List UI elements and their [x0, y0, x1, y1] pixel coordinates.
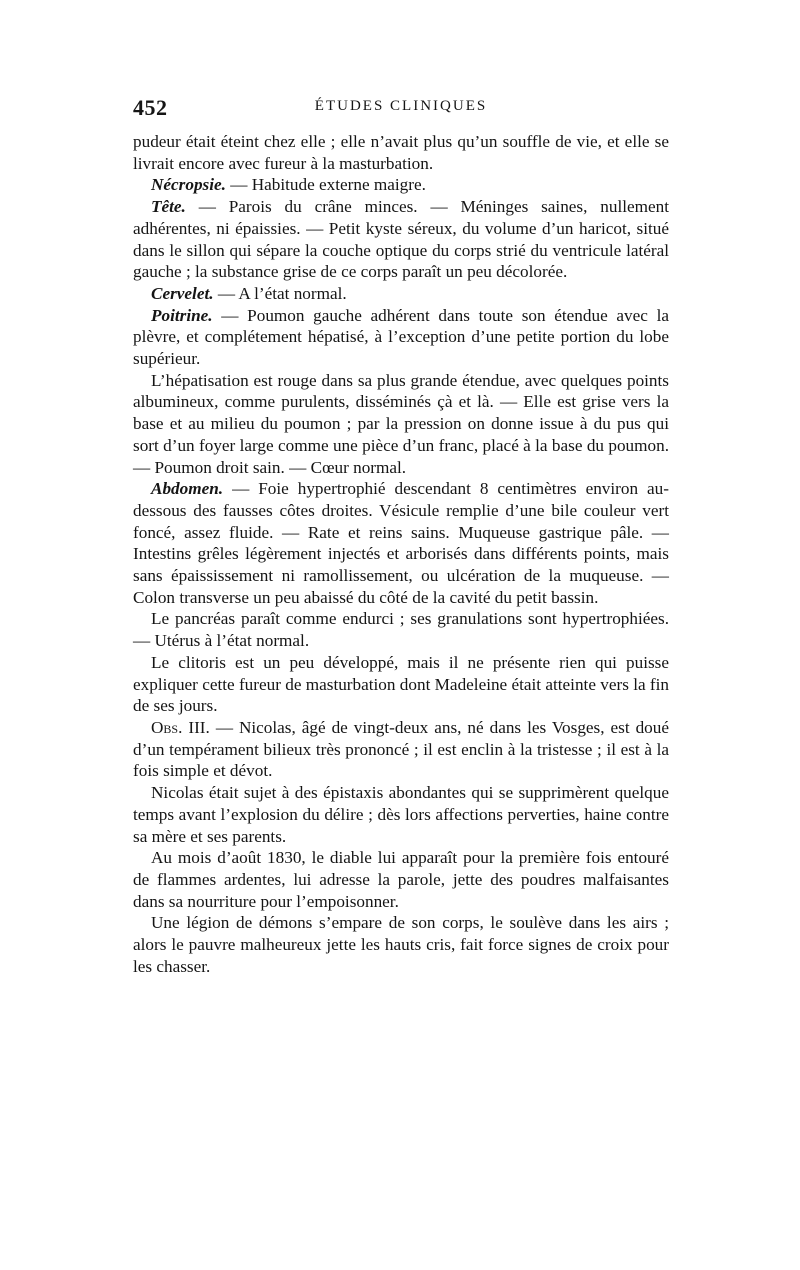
paragraph [133, 782, 669, 847]
paragraph-text: Au mois d’août 1830, le diable lui apparaît pour la première fois entouré de flammes ardentes, lui adresse la parole, jette des poudres malfaisantes dans sa nourriture pour l’empoisonner. [133, 848, 669, 911]
paragraph-text: Une légion de démons s’empare de son corps, le soulève dans les airs ; alors le pauvre malheureux jette les hauts cris, fait force signes de croix pour les chasser. [133, 913, 669, 976]
observation-label: Obs. III. [151, 717, 210, 737]
paragraph-text: — Foie hypertrophié descendant 8 centimètres environ au-dessous des fausses côtes droites. Vésicule remplie d’une bile couleur vert foncé, assez fluide. — Rate et reins sains. Muqueuse gastrique pâle. — Intestins grêles légèrement injectés et arborisés dans différents points, mais sans épaississement ni ramollissement, ou ulcération de la muqueuse. — Colon transverse un peu abaissé du côté de la cavité du petit bassin. [133, 479, 669, 607]
page-number: 452 [133, 95, 168, 120]
paragraph [133, 717, 669, 782]
paragraph-text: — Parois du crâne minces. — Méninges saines, nullement adhérentes, ni épaissies. — Petit kyste séreux, du volume d’un haricot, situé dans le sillon qui sépare la couche optique du corps strié du ventricule latéral gauche ; la substance grise de ce corps paraît un peu décolorée. [133, 197, 669, 282]
paragraph-text: Le pancréas paraît comme endurci ; ses granulations sont hypertrophiées. — Utérus à l’état normal. [133, 609, 669, 651]
paragraph [133, 652, 669, 717]
paragraph-text: — Nicolas, âgé de vingt-deux ans, né dans les Vosges, est doué d’un tempérament bilieux très prononcé ; il est enclin à la tristesse ; il est à la fois simple et dévot. [133, 717, 669, 781]
paragraph [133, 174, 669, 196]
paragraph [133, 478, 669, 608]
book-page [133, 95, 669, 977]
paragraph [133, 912, 669, 977]
paragraph-text: — Habitude externe maigre. [225, 175, 426, 195]
paragraph [133, 196, 669, 283]
paragraph-text: — A l’état normal. [213, 283, 347, 303]
section-heading: Cervelet. [151, 283, 214, 303]
body-text [133, 131, 669, 977]
paragraph-text: L’hépatisation est rouge dans sa plus grande étendue, avec quelques points albumineux, comme purulents, disséminés çà et là. — Elle est grise vers la base et au milieu du poumon ; par la pression on donne issue à du pus qui sort d’un foyer large comme une pièce d’un franc, placé à la base du poumon. — Poumon droit sain. — Cœur normal. [133, 370, 669, 477]
section-heading: Nécropsie. [151, 175, 226, 195]
paragraph [133, 370, 669, 479]
page-header [133, 95, 669, 125]
paragraph [133, 305, 669, 370]
section-heading: Abdomen. [151, 479, 224, 499]
paragraph [133, 847, 669, 912]
paragraph-text: — Poumon gauche adhérent dans toute son étendue avec la plèvre, et complétement hépatisé, à l’exception d’une petite portion du lobe supérieur. [133, 305, 669, 369]
section-heading: Poitrine. [151, 305, 213, 325]
running-title: ÉTUDES CLINIQUES [314, 98, 488, 114]
paragraph [133, 131, 669, 174]
paragraph [133, 608, 669, 651]
paragraph-text: Nicolas était sujet à des épistaxis abondantes qui se supprimèrent quelque temps avant l’explosion du délire ; dès lors affections perverties, haine contre sa mère et ses parents. [133, 783, 669, 846]
section-heading: Tête. [151, 197, 186, 217]
paragraph-text: Le clitoris est un peu développé, mais il ne présente rien qui puisse expliquer cette fureur de masturbation dont Madeleine était atteinte vers la fin de ses jours. [133, 652, 669, 716]
paragraph [133, 283, 669, 305]
paragraph-text: pudeur était éteint chez elle ; elle n’avait plus qu’un souffle de vie, et elle se livrait encore avec fureur à la masturbation. [133, 132, 669, 173]
